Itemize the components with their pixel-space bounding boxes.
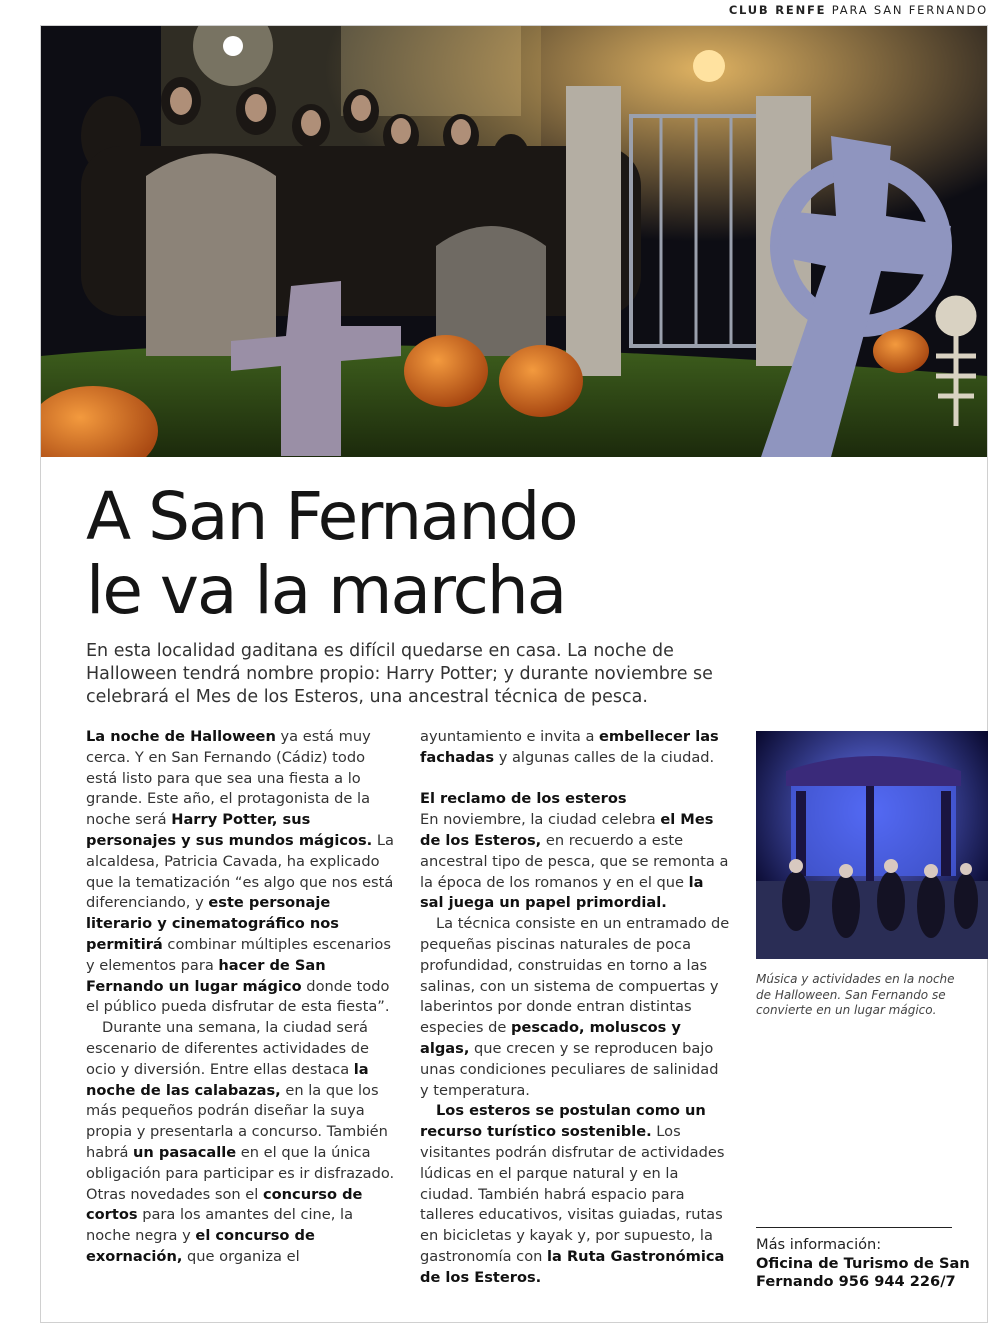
bold-text-run: hacer de San Fernando un lugar mágico [86, 956, 326, 995]
running-header [729, 3, 988, 17]
text-run: combinar múltiples escenarios y elementos para [86, 935, 391, 974]
hero-photo [41, 26, 987, 457]
bold-text-run: la noche de las calabazas, [86, 1060, 369, 1099]
text-run: En noviembre, la ciudad celebra [420, 811, 661, 829]
col2-paragraph-4 [420, 1101, 730, 1288]
article-lead: En esta localidad gaditana es difícil quedarse en casa. La noche de Halloween tendrá nombre propio: Harry Potter; y durante noviembre se celebrará el Mes de los Esteros, una ancestral técnica de pesca. [86, 641, 713, 707]
bold-text-run: este personaje literario y cinematográfico nos permitirá [86, 894, 339, 953]
header-section: PARA SAN FERNANDO [831, 3, 988, 17]
bold-text-run: Los esteros se postulan como un recurso turístico sostenible. [420, 1102, 706, 1141]
header-brand: CLUB RENFE [728, 3, 827, 17]
text-run: Durante una semana, la ciudad será escenario de diferentes actividades de ocio y diversión. Entre ellas destaca [86, 1019, 369, 1078]
col2-paragraph-2 [420, 810, 730, 914]
bold-text-run: la sal juega un papel primordial. [420, 873, 704, 912]
photo-caption: Música y actividades en la noche de Halloween. San Fernando se convierte en un lugar mágico. [756, 972, 955, 1017]
bold-text-run: un pasacalle [133, 1143, 237, 1161]
side-photo [756, 731, 988, 959]
text-run: ayuntamiento e invita a [420, 728, 600, 745]
title-line-2: le va la marcha [86, 552, 566, 629]
text-run: que organiza el [182, 1247, 300, 1265]
col2-paragraph-3 [420, 914, 730, 1101]
text-run: para los amantes del cine, la noche negra y [86, 1206, 354, 1245]
text-run: en el que la única obligación para participar es ir disfrazado. Otras novedades son el [86, 1143, 395, 1203]
text-run: en la que los más pequeños podrán diseñar la suya propia y presentarla a concurso. También habrá [86, 1081, 388, 1161]
bold-text-run: embellecer las fachadas [420, 728, 719, 766]
text-run: La técnica consiste en un entramado de pequeñas piscinas naturales de poca profundidad, construidas en torno a las salinas, con un sistema de compuertas y laberintos por donde entran distintas especies de [420, 915, 730, 1037]
text-run: La alcaldesa, Patricia Cavada, ha explicado que la tematización “es algo que nos está diferenciando, y [86, 831, 394, 912]
text-run: Los visitantes podrán disfrutar de actividades lúdicas en el parque natural y en la ciudad. También habrá espacio para talleres educativos, visitas guiadas, rutas en bicicletas y kayak y, por supuesto, la gastronomía con [420, 1123, 725, 1265]
more-info-line-1: Oficina de Turismo de San [756, 1254, 970, 1272]
col2-paragraph-1 [420, 727, 730, 769]
column-2 [420, 727, 730, 1289]
col1-paragraph-2 [86, 1018, 396, 1268]
info-divider [756, 1227, 952, 1228]
bold-text-run: Harry Potter, sus personajes y sus mundos mágicos. [86, 811, 373, 849]
bold-text-run: el Mes de los Esteros, [420, 811, 714, 849]
article-title [86, 480, 786, 628]
col2-subhead: El reclamo de los esteros [420, 790, 627, 808]
bold-text-run: concurso de cortos [86, 1185, 363, 1224]
more-info-box [756, 1236, 976, 1292]
bold-text-run: La noche de Halloween [86, 728, 276, 745]
text-run: donde todo el público pueda disfrutar de esta fiesta”. [86, 977, 390, 1016]
title-line-1: A San Fernando [86, 478, 577, 555]
text-run: que crecen y se reproducen bajo unas condiciones peculiares de salinidad y temperatura. [420, 1039, 719, 1099]
text-run: en recuerdo a este ancestral tipo de pesca, que se remonta a la época de los romanos y en el que [420, 831, 729, 891]
bold-text-run: pescado, moluscos y algas, [420, 1019, 681, 1057]
bold-text-run: la Ruta Gastronómica de los Esteros. [420, 1247, 725, 1286]
more-info-label: Más información: [756, 1236, 882, 1253]
col1-paragraph-1 [86, 727, 396, 1018]
text-run: y algunas calles de la ciudad. [494, 748, 715, 766]
more-info-line-2: Fernando 956 944 226/7 [756, 1273, 956, 1290]
text-run: ya está muy cerca. Y en San Fernando (Cádiz) todo está listo para que sea una fiesta a lo grande. Este año, el protagonista de la noche será [86, 728, 371, 829]
column-1 [86, 727, 396, 1268]
bold-text-run: el concurso de exornación, [86, 1227, 315, 1265]
